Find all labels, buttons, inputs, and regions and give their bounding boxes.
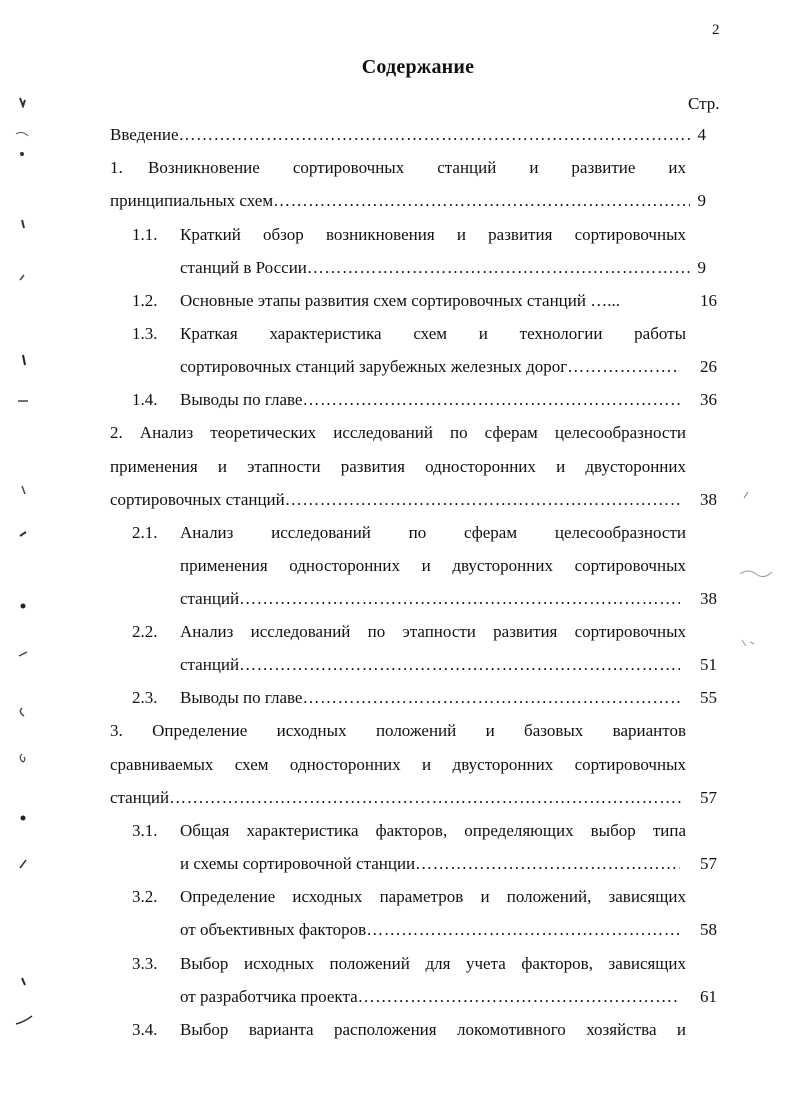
toc-entry-number: 2.1.: [132, 523, 158, 542]
toc-entry-text: Выбор исходных положений для учета факторов, зависящих: [180, 954, 686, 973]
toc-entry-text: Введение: [110, 125, 179, 144]
toc-entry-page: 58: [700, 920, 717, 939]
toc-entry-text-cont: от объективных факторов: [180, 920, 367, 939]
page-number: 2: [712, 22, 720, 38]
speck-mark: [14, 812, 34, 824]
toc-entry-number: 3.3.: [132, 954, 158, 973]
toc-entry-text-cont: станций в России: [180, 258, 307, 277]
speck-mark: [14, 395, 34, 407]
toc-entry-page: 26: [700, 357, 717, 376]
toc-entry-text: Возникновение сортировочных станций и развитие их: [148, 158, 686, 177]
speck-mark: [14, 752, 34, 764]
toc-entry-page: 57: [700, 854, 717, 873]
toc-entry-text: 3. Определение исходных положений и базовых вариантов: [110, 721, 686, 740]
toc-entry-text-cont: от разработчика проекта: [180, 987, 358, 1006]
toc-entry-text-cont: станций: [180, 589, 240, 608]
toc-entry-number: 1.1.: [132, 225, 158, 244]
toc-entry-number: 1.2.: [132, 291, 158, 310]
toc-entry-text-cont: и схемы сортировочной станции: [180, 854, 416, 873]
toc-entry-page: 16: [700, 291, 717, 310]
toc-entry-page: 38: [700, 490, 717, 509]
speck-mark: [14, 354, 34, 366]
toc-entry-text: Основные этапы развития схем сортировочных станций …...: [180, 291, 620, 310]
toc-entry-number: 1.: [110, 158, 123, 177]
toc-entry-number: 2.3.: [132, 688, 158, 707]
toc-entry-page: 4: [697, 125, 706, 144]
toc-entry-number: 3.4.: [132, 1020, 158, 1039]
speck-mark: [738, 636, 774, 650]
toc-entry-text: 2. Анализ теоретических исследований по сферам целесообразности: [110, 423, 686, 442]
toc-entry-page: 9: [697, 258, 706, 277]
toc-entry-text-cont: сортировочных станций зарубежных железных дорог: [180, 357, 568, 376]
speck-mark: [14, 976, 34, 988]
toc-entry-page: 36: [700, 390, 717, 409]
speck-mark: [14, 648, 34, 660]
speck-mark: [14, 484, 34, 496]
toc-entry-text: Краткая характеристика схем и технологии работы: [180, 324, 686, 343]
speck-mark: [14, 600, 34, 612]
toc-entry-page: 57: [700, 788, 717, 807]
toc-entry-page: 51: [700, 655, 717, 674]
toc-entry-text-cont: принципиальных схем: [110, 191, 274, 210]
toc-entry-page: 9: [697, 191, 706, 210]
toc-entry-text-cont: сортировочных станций: [110, 490, 285, 509]
speck-mark: [14, 706, 34, 718]
toc-entry-number: 3.2.: [132, 887, 158, 906]
speck-mark: [14, 528, 34, 540]
speck-mark: [14, 128, 34, 140]
toc-entry-number: 3.1.: [132, 821, 158, 840]
speck-mark: [14, 218, 34, 230]
speck-mark: [14, 148, 34, 160]
toc-entry-page: 61: [700, 987, 717, 1006]
toc-entry-text: Общая характеристика факторов, определяющих выбор типа: [180, 821, 686, 840]
speck-mark: [14, 272, 34, 284]
speck-mark: [14, 96, 34, 108]
speck-mark: [14, 858, 34, 870]
page-column-label: Стр.: [688, 94, 720, 113]
toc-entry-text: Краткий обзор возникновения и развития сортировочных: [180, 225, 686, 244]
toc-entry-page: 38: [700, 589, 717, 608]
toc-entry-text: Анализ исследований по сферам целесообразности: [180, 523, 686, 542]
toc-entry-number: 1.4.: [132, 390, 158, 409]
toc-entry-text: Выбор варианта расположения локомотивного хозяйства и: [180, 1020, 686, 1039]
toc-entry-text: Выводы по главе: [180, 688, 303, 707]
speck-mark: [738, 566, 774, 580]
toc-entry-text-cont: применения и этапности развития односторонних и двусторонних: [110, 457, 686, 476]
toc-entry-number: 2.2.: [132, 622, 158, 641]
toc-entry-number: 1.3.: [132, 324, 158, 343]
page-title: Содержание: [361, 56, 475, 78]
toc-entry-text-cont: применения односторонних и двусторонних сортировочных: [180, 556, 686, 575]
toc-entry-text: Определение исходных параметров и положений, зависящих: [180, 887, 686, 906]
toc-entry-text: Анализ исследований по этапности развития сортировочных: [180, 622, 686, 641]
speck-mark: [14, 1014, 34, 1026]
toc-entry-text: Выводы по главе: [180, 390, 303, 409]
speck-mark: [738, 488, 774, 502]
toc-entry-text-cont: сравниваемых схем односторонних и двусторонних сортировочных: [110, 755, 686, 774]
toc-entry-text-cont: станций: [110, 788, 170, 807]
toc-entry-page: 55: [700, 688, 717, 707]
toc-entry-text-cont: станций: [180, 655, 240, 674]
